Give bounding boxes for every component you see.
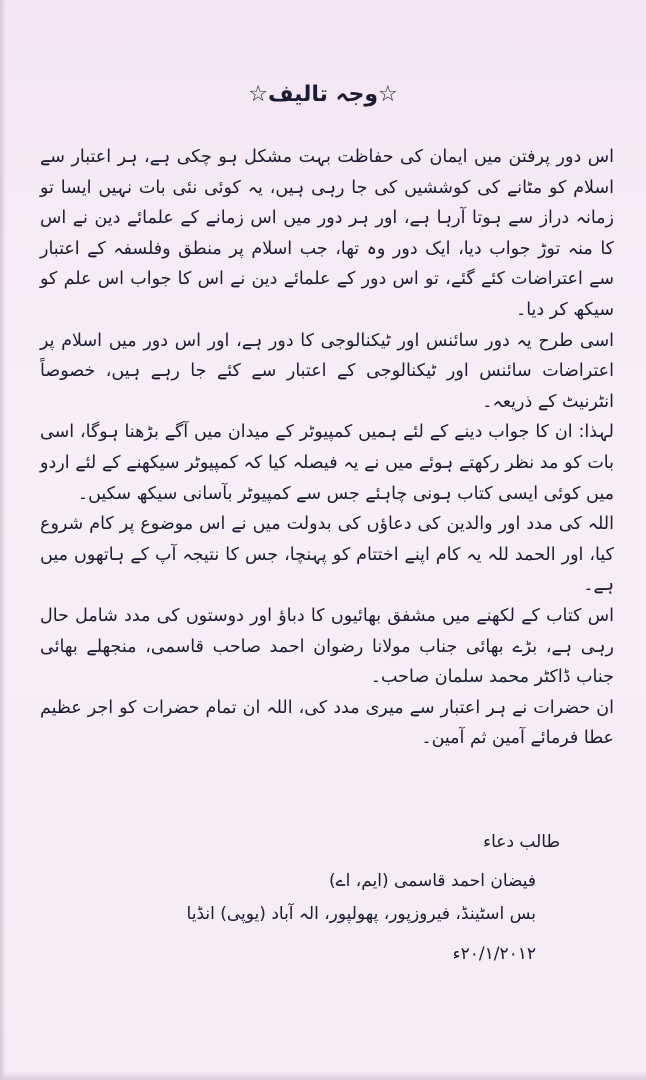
paragraph: لہذا: ان کا جواب دینے کے لئے ہمیں کمپیوٹر کے میدان میں آگے بڑھنا ہوگا، اسی بات کو مد نظر رکھتے ہوئے میں نے یہ فیصلہ کیا کہ کمپیوٹر سیکھنے کے لئے اردو میں کوئی ایسی کتاب ہونی چاہئے جس سے کمپیوٹر بآسانی سیکھ سکیں۔: [40, 422, 614, 504]
paragraph: ان حضرات نے ہر اعتبار سے میری مدد کی، اللہ ان تمام حضرات کو اجر عظیم عطا فرمائے آمین ثم آمین۔: [40, 697, 614, 749]
signature-date: ۲۰/۱/۲۰۱۲ء: [452, 944, 536, 964]
signature-request: طالب دعاء: [483, 832, 560, 852]
body-text: [40, 142, 614, 754]
paragraph: اللہ کی مدد اور والدین کی دعاؤں کی بدولت میں نے اس موضوع پر کام شروع کیا، اور الحمد للہ یہ کام اپنے اختتام کو پہنچا، جس کا نتیجہ آپ کے ہاتھوں میں ہے۔: [40, 514, 614, 596]
signature-author: فیضان احمد قاسمی (ایم، اے): [328, 871, 536, 891]
page-bottom-shadow: [0, 1072, 646, 1080]
page-edge-shadow: [0, 0, 6, 1080]
paragraph: اسی طرح یہ دور سائنس اور ٹیکنالوجی کا دور ہے، اور اس دور میں اسلام پر اعتراضات سائنس اور ٹیکنالوجی کے اعتبار سے کئے جا رہے ہیں، خصوصاً انٹرنیٹ کے ذریعہ۔: [40, 330, 614, 412]
signature-address: بس اسٹینڈ، فیروزپور، پھولپور، الہ آباد (یوپی) انڈیا: [186, 904, 536, 924]
page-title: ☆وجہ تالیف☆: [248, 82, 398, 107]
paragraph: اس دور پرفتن میں ایمان کی حفاظت بہت مشکل ہو چکی ہے، ہر اعتبار سے اسلام کو مٹانے کی کوششیں کی جا رہی ہیں، یہ کوئی نئی بات نہیں ایسا تو زمانہ دراز سے ہوتا آرہا ہے، اور ہر دور میں اس زمانے کے علمائے دین نے اس کا منہ توڑ جواب دیا، ایک دور وہ تھا، جب اسلام پر منطق وفلسفہ کے اعتبار سے اعتراضات کئے گئے، تو اس دور کے علمائے دین نے اس کا جواب اس علم کو سیکھ کر دیا۔: [40, 147, 614, 320]
paragraph: اس کتاب کے لکھنے میں مشفق بھائیوں کا دباؤ اور دوستوں کی مدد شامل حال رہی ہے، بڑے بھائی جناب مولانا رضوان احمد صاحب قاسمی، منجھلے بھائی جناب ڈاکٹر محمد سلمان صاحب۔: [40, 605, 614, 688]
